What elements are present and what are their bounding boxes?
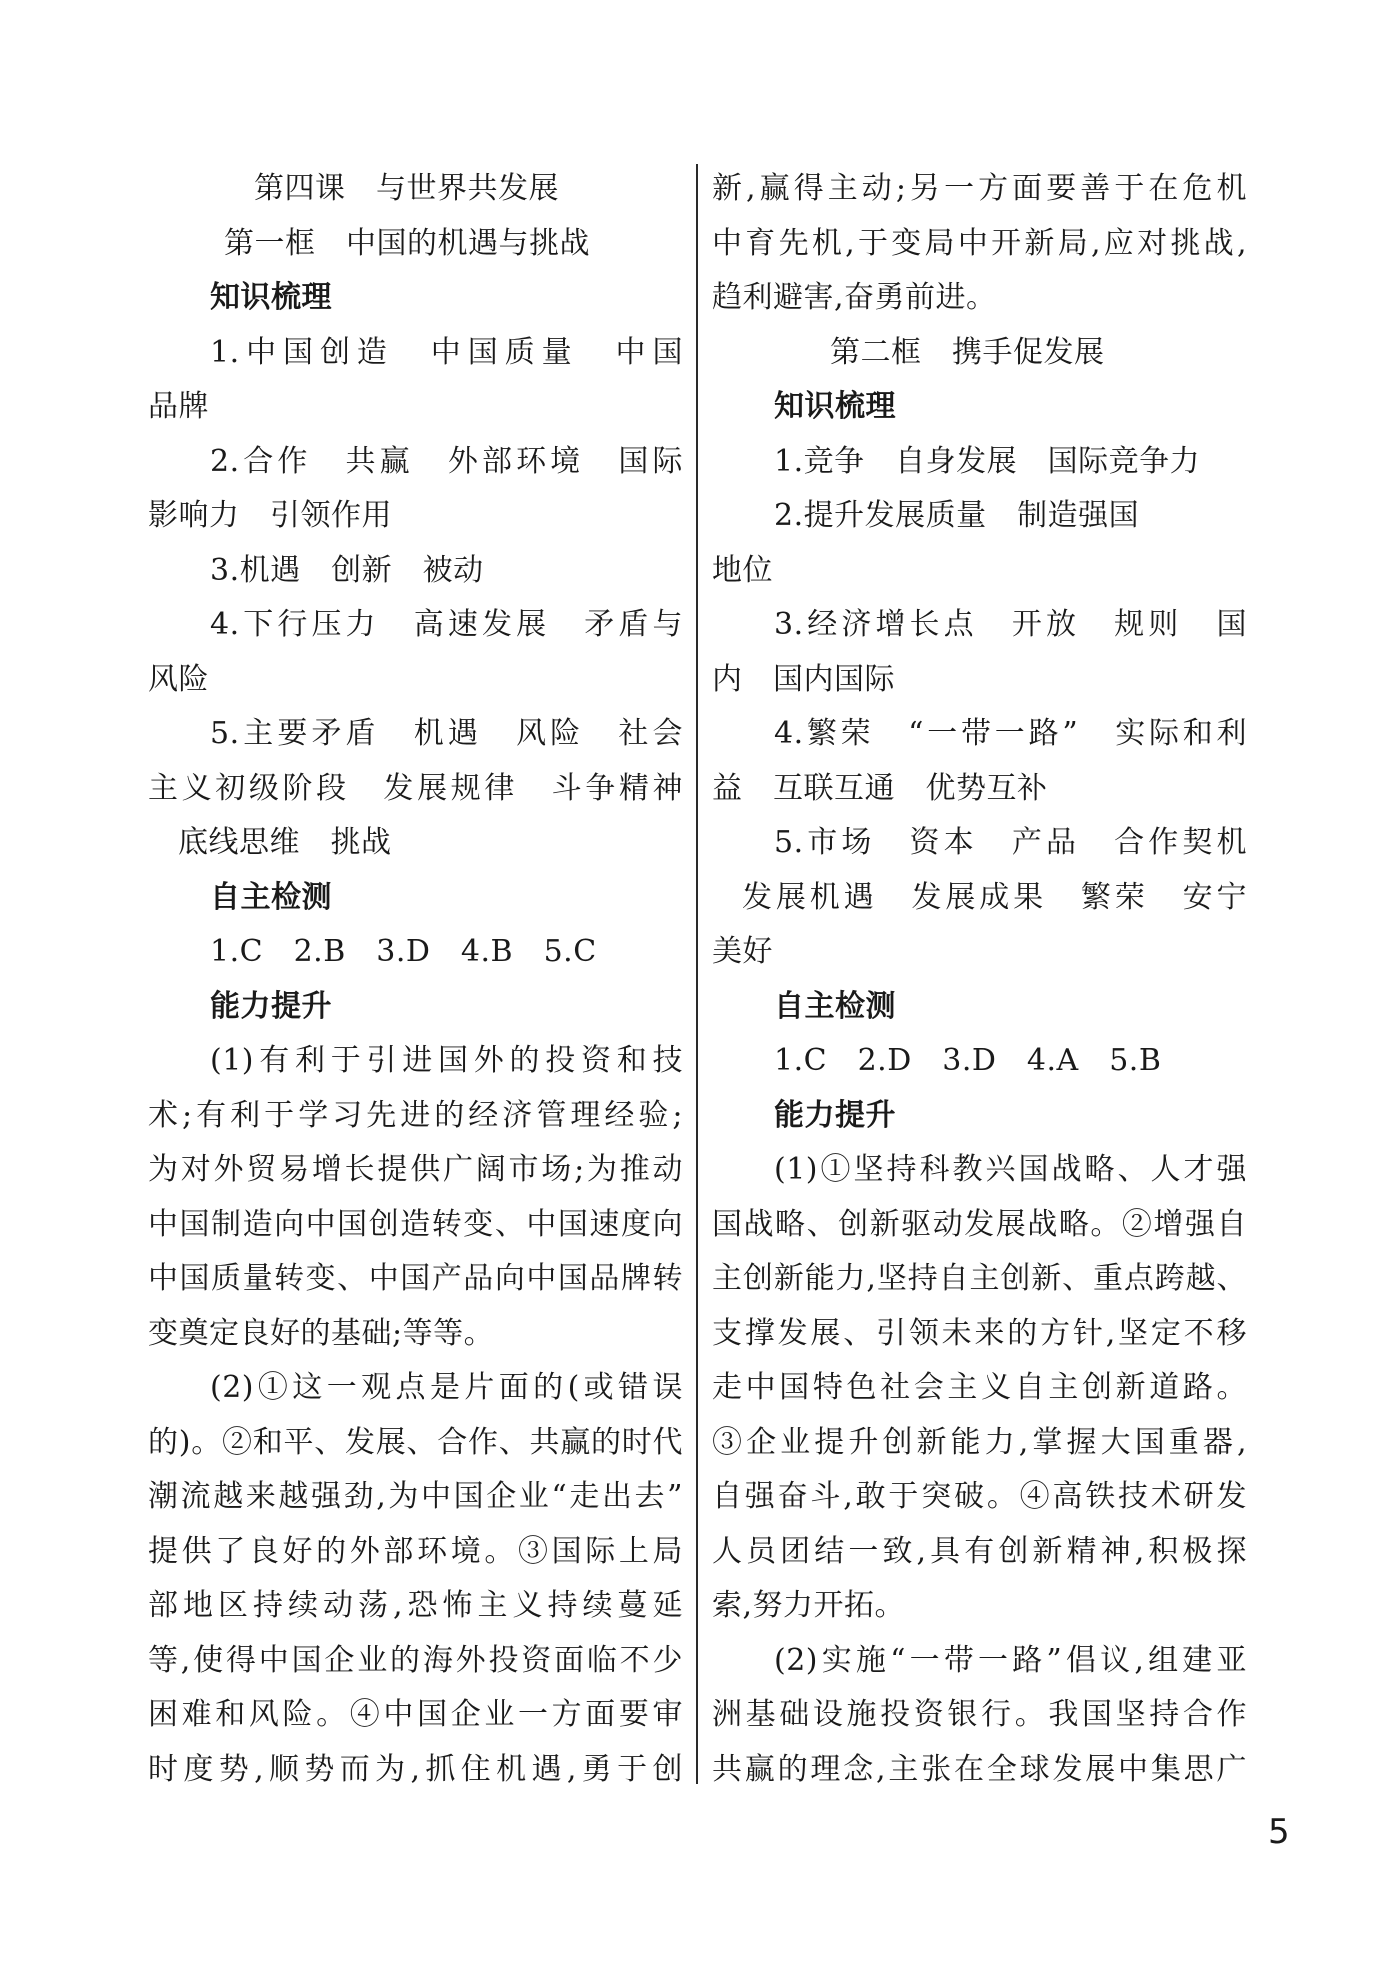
text-line: 益 互联互通 优势互补 xyxy=(712,770,1048,806)
text-line: 中国制造向中国创造转变、中国速度向 xyxy=(148,1206,683,1242)
text-line: 能力提升 xyxy=(774,1097,896,1133)
text-line: 地位 xyxy=(712,552,773,588)
text-line: 1.C 2.D 3.D 4.A 5.B xyxy=(774,1043,1162,1078)
text-line: 底线思维 挑战 xyxy=(178,825,392,860)
text-line: 索,努力开拓。 xyxy=(712,1588,906,1623)
text-line: 发展机遇 发展成果 繁荣 安宁 xyxy=(742,879,1247,915)
text-line: 趋利避害,奋勇前进。 xyxy=(712,280,997,315)
text-line: 人员团结一致,具有创新精神,积极探 xyxy=(712,1533,1247,1569)
text-line: 1.竞争 自身发展 国际竞争力 xyxy=(774,443,1201,479)
text-line: 第二框 携手促发展 xyxy=(830,334,1105,370)
text-line: 洲基础设施投资银行。我国坚持合作 xyxy=(712,1697,1247,1732)
text-line: 4.繁荣 “一带一路” 实际和利 xyxy=(774,716,1247,751)
text-line: 中国质量转变、中国产品向中国品牌转 xyxy=(148,1261,683,1296)
text-line: (1)有利于引进国外的投资和技 xyxy=(210,1043,683,1078)
text-line: 自主检测 xyxy=(774,988,896,1024)
text-line: (2)实施“一带一路”倡议,组建亚 xyxy=(774,1642,1247,1678)
text-line: 美好 xyxy=(712,934,773,969)
text-line: 5.主要矛盾 机遇 风险 社会 xyxy=(210,716,683,751)
text-line: 自主检测 xyxy=(210,879,332,915)
text-line: 3.经济增长点 开放 规则 国 xyxy=(774,607,1247,642)
text-line: 潮流越来越强劲,为中国企业“走出去” xyxy=(148,1479,683,1514)
text-line: (2)①这一观点是片面的(或错误 xyxy=(210,1370,683,1405)
text-line: 知识梳理 xyxy=(774,389,896,424)
text-line: 4.下行压力 高速发展 矛盾与 xyxy=(210,607,683,642)
text-line: 共赢的理念,主张在全球发展中集思广 xyxy=(712,1751,1247,1787)
page-number: 5 xyxy=(1268,1812,1290,1852)
text-line: 等,使得中国企业的海外投资面临不少 xyxy=(148,1642,683,1678)
text-line: 5.市场 资本 产品 合作契机 xyxy=(774,825,1247,860)
text-line: 1.中国创造 中国质量 中国 xyxy=(210,334,683,370)
text-line: 第一框 中国的机遇与挑战 xyxy=(224,225,590,261)
text-line: 中育先机,于变局中开新局,应对挑战, xyxy=(712,225,1247,261)
text-line: 内 国内国际 xyxy=(712,661,895,697)
text-line: 支撑发展、引领未来的方针,坚定不移 xyxy=(712,1315,1247,1351)
text-line: 品牌 xyxy=(148,389,209,424)
text-line: 主创新能力,坚持自主创新、重点跨越、 xyxy=(712,1261,1247,1296)
text-line: ③企业提升创新能力,掌握大国重器, xyxy=(712,1424,1247,1460)
text-line: 2.提升发展质量 制造强国 xyxy=(774,498,1140,533)
text-line: 术;有利于学习先进的经济管理经验; xyxy=(148,1097,683,1133)
text-line: 部地区持续动荡,恐怖主义持续蔓延 xyxy=(148,1588,683,1623)
text-line: 影响力 引领作用 xyxy=(148,498,392,533)
text-line: 提供了良好的外部环境。③国际上局 xyxy=(148,1533,683,1569)
text-line: 变奠定良好的基础;等等。 xyxy=(148,1315,495,1351)
text-line: 新,赢得主动;另一方面要善于在危机 xyxy=(712,171,1247,206)
text-line: 2.合作 共赢 外部环境 国际 xyxy=(210,443,683,479)
text-line: 国战略、创新驱动发展战略。②增强自 xyxy=(712,1206,1247,1242)
text-line: 风险 xyxy=(148,661,209,697)
column-divider xyxy=(696,164,698,1784)
text-line: 困难和风险。④中国企业一方面要审 xyxy=(148,1697,683,1732)
text-line: 1.C 2.B 3.D 4.B 5.C xyxy=(210,934,597,969)
text-line: 为对外贸易增长提供广阔市场;为推动 xyxy=(148,1152,683,1187)
text-line: 自强奋斗,敢于突破。④高铁技术研发 xyxy=(712,1479,1247,1514)
text-line: 第四课 与世界共发展 xyxy=(254,171,559,206)
text-line: 时度势,顺势而为,抓住机遇,勇于创 xyxy=(148,1751,683,1787)
left-column xyxy=(148,162,683,1797)
text-line: 的)。②和平、发展、合作、共赢的时代 xyxy=(148,1424,683,1460)
text-line: 知识梳理 xyxy=(210,280,332,315)
text-line: 走中国特色社会主义自主创新道路。 xyxy=(712,1370,1247,1405)
text-line: (1)①坚持科教兴国战略、人才强 xyxy=(774,1152,1247,1187)
text-line: 能力提升 xyxy=(210,988,332,1024)
text-line: 主义初级阶段 发展规律 斗争精神 xyxy=(148,770,683,806)
text-line: 3.机遇 创新 被动 xyxy=(210,552,484,588)
right-column xyxy=(712,162,1247,1797)
